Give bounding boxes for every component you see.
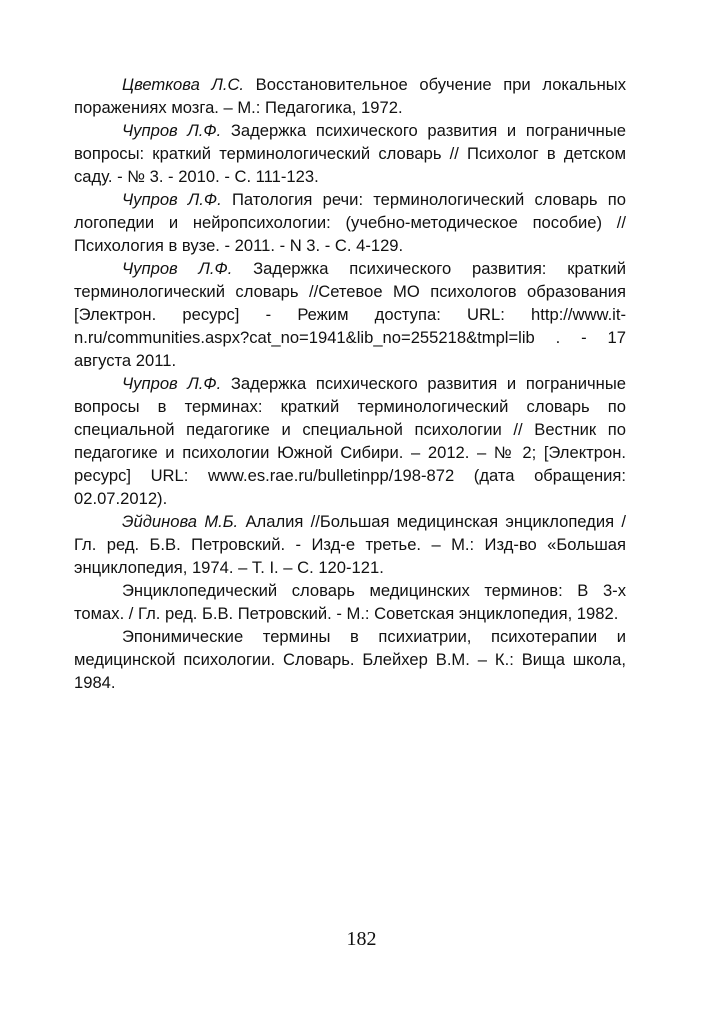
reference-entry bbox=[74, 73, 626, 119]
reference-entry bbox=[74, 625, 626, 694]
reference-author: Цветкова Л.С. bbox=[122, 75, 245, 94]
reference-text: Эпонимические термины в психиатрии, психотерапии и медицинской психологии. Словарь. Блейхер В.М. – К.: Вища школа, 1984. bbox=[74, 627, 626, 692]
reference-entry bbox=[74, 372, 626, 510]
reference-text: Задержка психического развития и пограничные вопросы: краткий терминологический словарь // Психолог в детском саду. - № 3. - 2010. - С. 111-123. bbox=[74, 121, 626, 186]
reference-entry bbox=[74, 188, 626, 257]
reference-entry bbox=[74, 510, 626, 579]
reference-entry bbox=[74, 579, 626, 625]
reference-author: Чупров Л.Ф. bbox=[122, 259, 233, 278]
reference-author: Эйдинова М.Б. bbox=[122, 512, 239, 531]
reference-text: Восстановительное обучение при локальных поражениях мозга. – М.: Педагогика, 1972. bbox=[74, 75, 626, 117]
reference-text: Задержка психического развития: краткий терминологический словарь //Сетевое МО психологов образования [Электрон. ресурс] - Режим доступа: URL: http://www.it-n.ru/communities.aspx?cat_no=1941&lib_no=255218&tmpl=lib . - 17 августа 2011. bbox=[74, 259, 626, 370]
reference-author: Чупров Л.Ф. bbox=[122, 374, 222, 393]
reference-text: Алалия //Большая медицинская энциклопедия / Гл. ред. Б.В. Петровский. - Изд-е третье. – М.: Изд-во «Большая энциклопедия, 1974. – Т. I. – С. 120-121. bbox=[74, 512, 627, 577]
reference-author: Чупров Л.Ф. bbox=[122, 121, 222, 140]
reference-entry bbox=[74, 257, 626, 372]
reference-text: Задержка психического развития и пограничные вопросы в терминах: краткий терминологический словарь по специальной педагогике и специальной психологии // Вестник по педагогике и психологии Южной Сибири. – 2012. – № 2; [Электрон. ресурс] URL: www.es.rae.ru/bulletinpp/198-872 (дата обращения: 02.07.2012). bbox=[74, 374, 626, 508]
page-number: 182 bbox=[346, 928, 377, 950]
reference-text: Патология речи: терминологический словарь по логопедии и нейропсихологии: (учебно-методическое пособие) // Психология в вузе. - 2011. - N 3. - С. 4-129. bbox=[74, 190, 627, 255]
reference-text: Энциклопедический словарь медицинских терминов: В 3-х томах. / Гл. ред. Б.В. Петровский. - М.: Советская энциклопедия, 1982. bbox=[74, 581, 626, 623]
reference-author: Чупров Л.Ф. bbox=[122, 190, 222, 209]
reference-entry bbox=[74, 119, 626, 188]
reference-list bbox=[74, 73, 626, 694]
